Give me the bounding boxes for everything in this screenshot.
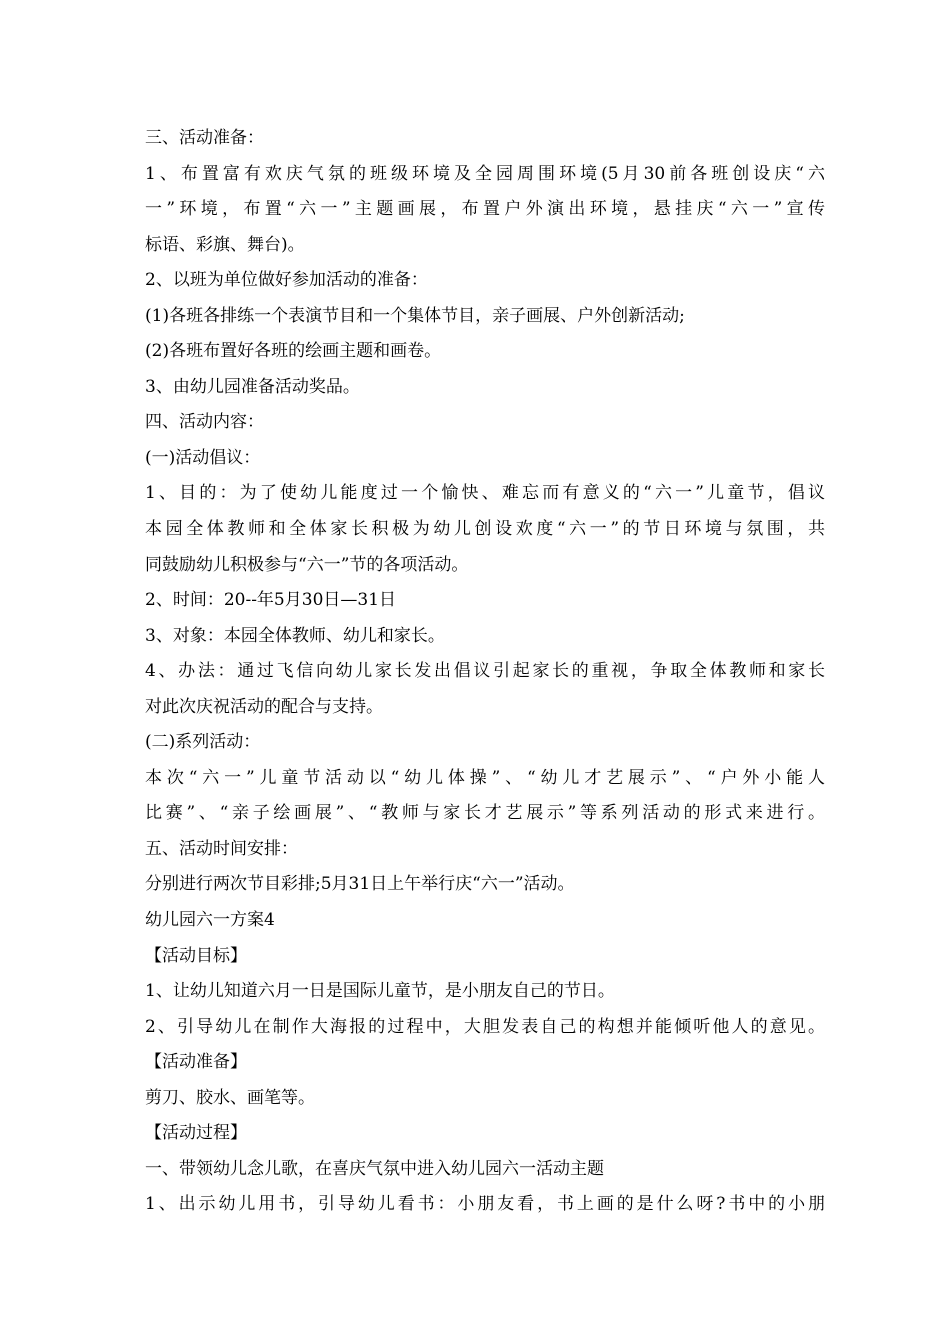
document-page [145,121,825,1223]
text-line: 1、目的：为了使幼儿能度过一个愉快、难忘而有意义的“六一”儿童节，倡议 [145,483,825,504]
text-line: 1、出示幼儿用书，引导幼儿看书：小朋友看，书上画的是什么呀?书中的小朋 [145,1194,825,1215]
text-line: 1、布置富有欢庆气氛的班级环境及全园周围环境(5月30前各班创设庆“六 [145,163,825,184]
text-line: 本园全体教师和全体家长积极为幼儿创设欢度“六一”的节日环境与氛围，共 [145,519,825,540]
text-line: 2、引导幼儿在制作大海报的过程中，大胆发表自己的构想并能倾听他人的意见。 [145,1016,825,1037]
text-line: 一”环境，布置“六一”主题画展，布置户外演出环境，悬挂庆“六一”宣传 [145,199,825,220]
text-line: 三、活动准备： [145,128,264,148]
text-line: 本次“六一”儿童节活动以“幼儿体操”、“幼儿才艺展示”、“户外小能人 [145,767,825,788]
text-line: 1、让幼儿知道六月一日是国际儿童节，是小朋友自己的节日。 [145,981,615,1002]
text-line: 对此次庆祝活动的配合与支持。 [145,696,383,717]
text-line: 3、由幼儿园准备活动奖品。 [145,376,360,397]
text-line: 四、活动内容： [145,412,264,433]
text-line: 五、活动时间安排： [145,838,298,859]
text-line: 比赛”、“亲子绘画展”、“教师与家长才艺展示”等系列活动的形式来进行。 [145,803,825,824]
text-line: 分别进行两次节目彩排;5月31日上午举行庆“六一”活动。 [145,874,575,895]
text-line: (一)活动倡议： [145,447,261,468]
text-line: 同鼓励幼儿积极参与“六一”节的各项活动。 [145,554,469,575]
text-line: (二)系列活动： [145,732,261,753]
text-line: 剪刀、胶水、画笔等。 [145,1087,315,1108]
text-line: 【活动目标】 [145,945,247,966]
text-line: 【活动过程】 [145,1123,247,1144]
text-line: 3、对象：本园全体教师、幼儿和家长。 [145,625,445,646]
text-line: (2)各班布置好各班的绘画主题和画卷。 [145,341,442,362]
text-line: (1)各班各排练一个表演节目和一个集体节目，亲子画展、户外创新活动; [145,305,685,326]
text-line: 4、办法：通过飞信向幼儿家长发出倡议引起家长的重视，争取全体教师和家长 [145,661,825,682]
text-line: 2、以班为单位做好参加活动的准备： [145,270,428,291]
text-line: 幼儿园六一方案4 [145,910,275,931]
text-line: 2、时间：20--年5月30日—31日 [145,590,397,611]
text-line: 标语、彩旗、舞台)。 [145,234,305,255]
text-line: 一、带领幼儿念儿歌，在喜庆气氛中进入幼儿园六一活动主题 [145,1158,604,1179]
text-line: 【活动准备】 [145,1052,247,1073]
